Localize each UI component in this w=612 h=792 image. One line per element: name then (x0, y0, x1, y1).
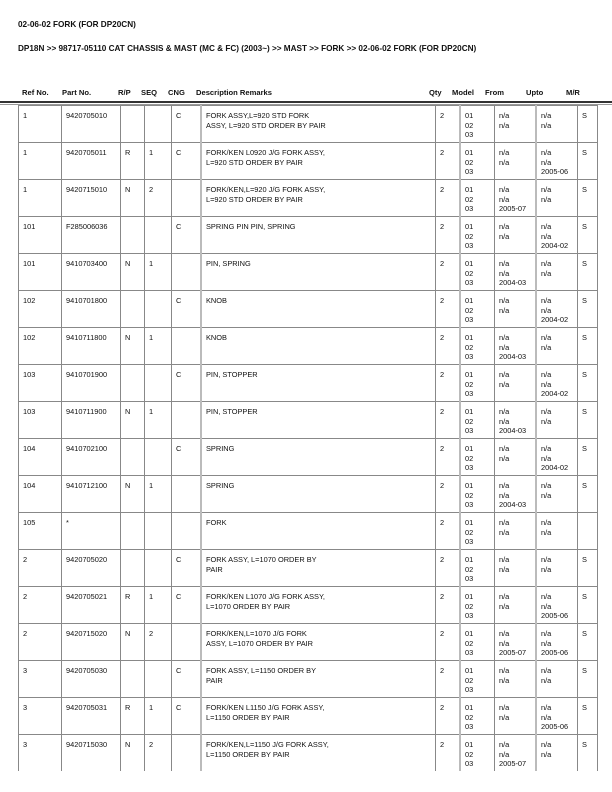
mr-cell: S (578, 291, 598, 328)
from-cell: n/a n/a (495, 550, 537, 587)
ref-no-cell: 102 (19, 291, 62, 328)
model-cell: 01 02 03 (460, 513, 495, 550)
table-row (19, 106, 598, 143)
ref-no-cell: 2 (19, 587, 62, 624)
qty-cell: 2 (436, 254, 461, 291)
upto-cell: n/a n/a (536, 328, 578, 365)
upto-cell: n/a n/a (536, 402, 578, 439)
ref-no-cell: 102 (19, 328, 62, 365)
col-header-qty: Qty (429, 88, 442, 97)
rp-cell: N (121, 254, 145, 291)
col-header-description: Description Remarks (196, 88, 272, 97)
cng-cell: C (172, 217, 202, 254)
ref-no-cell: 1 (19, 180, 62, 217)
rp-cell (121, 106, 145, 143)
rp-cell (121, 217, 145, 254)
ref-no-cell: 2 (19, 550, 62, 587)
part-no-cell: 9420715020 (62, 624, 121, 661)
cng-cell (172, 254, 202, 291)
seq-cell: 1 (145, 328, 172, 365)
breadcrumb: DP18N >> 98717-05110 CAT CHASSIS & MAST (MC & FC) (2003~) >> MAST >> FORK >> 02-06-02 FORK (FOR DP20CN) (18, 44, 477, 53)
rp-cell (121, 365, 145, 402)
table-row (19, 143, 598, 180)
col-header-from: From (485, 88, 504, 97)
part-no-cell: F285006036 (62, 217, 121, 254)
rp-cell (121, 550, 145, 587)
qty-cell: 2 (436, 402, 461, 439)
from-cell: n/a n/a (495, 291, 537, 328)
rp-cell: N (121, 476, 145, 513)
qty-cell: 2 (436, 439, 461, 476)
model-cell: 01 02 03 (460, 439, 495, 476)
upto-cell: n/a n/a 2005-06 (536, 143, 578, 180)
seq-cell (145, 217, 172, 254)
rp-cell: R (121, 587, 145, 624)
part-no-cell: 9410703400 (62, 254, 121, 291)
from-cell: n/a n/a (495, 587, 537, 624)
cng-cell (172, 513, 202, 550)
model-cell: 01 02 03 (460, 698, 495, 735)
model-cell: 01 02 03 (460, 291, 495, 328)
description-cell: FORK/KEN,L=920 J/G FORK ASSY, L=920 STD ORDER BY PAIR (201, 180, 436, 217)
seq-cell: 1 (145, 587, 172, 624)
model-cell: 01 02 03 (460, 180, 495, 217)
qty-cell: 2 (436, 180, 461, 217)
seq-cell (145, 365, 172, 402)
rp-cell: N (121, 624, 145, 661)
description-cell: FORK (201, 513, 436, 550)
rp-cell: N (121, 328, 145, 365)
upto-cell: n/a n/a 2005-06 (536, 698, 578, 735)
from-cell: n/a n/a 2004-03 (495, 476, 537, 513)
cng-cell: C (172, 587, 202, 624)
qty-cell: 2 (436, 291, 461, 328)
rp-cell: R (121, 698, 145, 735)
col-header-model: Model (452, 88, 474, 97)
qty-cell: 2 (436, 513, 461, 550)
seq-cell (145, 106, 172, 143)
model-cell: 01 02 03 (460, 328, 495, 365)
ref-no-cell: 103 (19, 365, 62, 402)
description-cell: FORK ASSY,L=920 STD FORK ASSY, L=920 STD ORDER BY PAIR (201, 106, 436, 143)
description-cell: PIN, STOPPER (201, 365, 436, 402)
mr-cell: S (578, 106, 598, 143)
col-header-seq: SEQ (141, 88, 158, 97)
mr-cell: S (578, 328, 598, 365)
qty-cell: 2 (436, 698, 461, 735)
ref-no-cell: 101 (19, 217, 62, 254)
from-cell: n/a n/a 2004-03 (495, 402, 537, 439)
qty-cell: 2 (436, 143, 461, 180)
ref-no-cell: 1 (19, 143, 62, 180)
description-cell: KNOB (201, 328, 436, 365)
part-no-cell: 9410712100 (62, 476, 121, 513)
seq-cell: 1 (145, 476, 172, 513)
mr-cell: S (578, 624, 598, 661)
mr-cell: S (578, 180, 598, 217)
table-row (19, 328, 598, 365)
mr-cell: S (578, 550, 598, 587)
part-no-cell: 9410711800 (62, 328, 121, 365)
part-no-cell: * (62, 513, 121, 550)
qty-cell: 2 (436, 106, 461, 143)
model-cell: 01 02 03 (460, 217, 495, 254)
cng-cell: C (172, 550, 202, 587)
from-cell: n/a n/a (495, 217, 537, 254)
description-cell: SPRING PIN PIN, SPRING (201, 217, 436, 254)
ref-no-cell: 104 (19, 476, 62, 513)
part-no-cell: 9420705021 (62, 587, 121, 624)
part-no-cell: 9420705020 (62, 550, 121, 587)
part-no-cell: 9420715010 (62, 180, 121, 217)
ref-no-cell: 1 (19, 106, 62, 143)
description-cell: FORK/KEN L1070 J/G FORK ASSY, L=1070 ORDER BY PAIR (201, 587, 436, 624)
model-cell: 01 02 03 (460, 476, 495, 513)
mr-cell: S (578, 254, 598, 291)
upto-cell: n/a n/a 2004-02 (536, 217, 578, 254)
upto-cell: n/a n/a (536, 180, 578, 217)
description-cell: FORK ASSY, L=1070 ORDER BY PAIR (201, 550, 436, 587)
upto-cell: n/a n/a (536, 106, 578, 143)
mr-cell: S (578, 143, 598, 180)
col-header-upto: Upto (526, 88, 544, 97)
upto-cell: n/a n/a (536, 661, 578, 698)
qty-cell: 2 (436, 624, 461, 661)
description-cell: SPRING (201, 476, 436, 513)
model-cell: 01 02 03 (460, 550, 495, 587)
ref-no-cell: 3 (19, 661, 62, 698)
model-cell: 01 02 03 (460, 402, 495, 439)
description-cell: FORK/KEN,L=1150 J/G FORK ASSY, L=1150 ORDER BY PAIR (201, 735, 436, 772)
seq-cell (145, 439, 172, 476)
seq-cell: 1 (145, 698, 172, 735)
cng-cell: C (172, 106, 202, 143)
cng-cell: C (172, 143, 202, 180)
upto-cell: n/a n/a (536, 254, 578, 291)
qty-cell: 2 (436, 550, 461, 587)
mr-cell (578, 513, 598, 550)
cng-cell: C (172, 439, 202, 476)
table-row (19, 624, 598, 661)
upto-cell: n/a n/a (536, 735, 578, 772)
from-cell: n/a n/a 2005-07 (495, 735, 537, 772)
from-cell: n/a n/a 2004-03 (495, 254, 537, 291)
table-row (19, 291, 598, 328)
col-header-ref-no: Ref No. (22, 88, 49, 97)
part-no-cell: 9420705010 (62, 106, 121, 143)
part-no-cell: 9420715030 (62, 735, 121, 772)
model-cell: 01 02 03 (460, 624, 495, 661)
rp-cell (121, 439, 145, 476)
seq-cell (145, 291, 172, 328)
table-row (19, 513, 598, 550)
seq-cell: 1 (145, 402, 172, 439)
description-cell: FORK ASSY, L=1150 ORDER BY PAIR (201, 661, 436, 698)
model-cell: 01 02 03 (460, 143, 495, 180)
from-cell: n/a n/a 2005-07 (495, 624, 537, 661)
cng-cell (172, 180, 202, 217)
qty-cell: 2 (436, 217, 461, 254)
mr-cell: S (578, 439, 598, 476)
model-cell: 01 02 03 (460, 106, 495, 143)
seq-cell: 1 (145, 254, 172, 291)
description-cell: PIN, SPRING (201, 254, 436, 291)
ref-no-cell: 104 (19, 439, 62, 476)
table-row (19, 402, 598, 439)
upto-cell: n/a n/a (536, 550, 578, 587)
table-row (19, 587, 598, 624)
part-no-cell: 9410701800 (62, 291, 121, 328)
model-cell: 01 02 03 (460, 661, 495, 698)
col-header-mr: M/R (566, 88, 580, 97)
seq-cell (145, 513, 172, 550)
header-divider (0, 101, 612, 103)
rp-cell: R (121, 143, 145, 180)
cng-cell: C (172, 698, 202, 735)
mr-cell: S (578, 587, 598, 624)
qty-cell: 2 (436, 735, 461, 772)
seq-cell (145, 550, 172, 587)
description-cell: FORK/KEN,L=1070 J/G FORK ASSY, L=1070 ORDER BY PAIR (201, 624, 436, 661)
from-cell: n/a n/a 2004-03 (495, 328, 537, 365)
mr-cell: S (578, 402, 598, 439)
mr-cell: S (578, 735, 598, 772)
mr-cell: S (578, 217, 598, 254)
table-row (19, 180, 598, 217)
qty-cell: 2 (436, 661, 461, 698)
from-cell: n/a n/a 2005-07 (495, 180, 537, 217)
from-cell: n/a n/a (495, 698, 537, 735)
ref-no-cell: 101 (19, 254, 62, 291)
part-no-cell: 9410702100 (62, 439, 121, 476)
upto-cell: n/a n/a 2004-02 (536, 439, 578, 476)
cng-cell (172, 735, 202, 772)
part-no-cell: 9410711900 (62, 402, 121, 439)
rp-cell: N (121, 180, 145, 217)
from-cell: n/a n/a (495, 439, 537, 476)
model-cell: 01 02 03 (460, 254, 495, 291)
seq-cell (145, 661, 172, 698)
cng-cell (172, 328, 202, 365)
part-no-cell: 9420705031 (62, 698, 121, 735)
qty-cell: 2 (436, 587, 461, 624)
cng-cell (172, 624, 202, 661)
col-header-rp: R/P (118, 88, 131, 97)
from-cell: n/a n/a (495, 513, 537, 550)
upto-cell: n/a n/a 2004-02 (536, 291, 578, 328)
table-row (19, 661, 598, 698)
parts-table (18, 105, 598, 771)
rp-cell (121, 661, 145, 698)
table-row (19, 439, 598, 476)
seq-cell: 2 (145, 180, 172, 217)
table-row (19, 476, 598, 513)
model-cell: 01 02 03 (460, 365, 495, 402)
description-cell: PIN, STOPPER (201, 402, 436, 439)
from-cell: n/a n/a (495, 106, 537, 143)
table-row (19, 365, 598, 402)
qty-cell: 2 (436, 328, 461, 365)
from-cell: n/a n/a (495, 661, 537, 698)
model-cell: 01 02 03 (460, 735, 495, 772)
cng-cell (172, 476, 202, 513)
page-title: 02-06-02 FORK (FOR DP20CN) (18, 20, 136, 29)
upto-cell: n/a n/a 2004-02 (536, 365, 578, 402)
rp-cell: N (121, 735, 145, 772)
ref-no-cell: 3 (19, 698, 62, 735)
model-cell: 01 02 03 (460, 587, 495, 624)
description-cell: FORK/KEN L0920 J/G FORK ASSY, L=920 STD ORDER BY PAIR (201, 143, 436, 180)
table-header (0, 88, 612, 100)
rp-cell (121, 513, 145, 550)
ref-no-cell: 2 (19, 624, 62, 661)
upto-cell: n/a n/a (536, 513, 578, 550)
description-cell: SPRING (201, 439, 436, 476)
from-cell: n/a n/a (495, 143, 537, 180)
from-cell: n/a n/a (495, 365, 537, 402)
mr-cell: S (578, 365, 598, 402)
seq-cell: 2 (145, 735, 172, 772)
seq-cell: 1 (145, 143, 172, 180)
cng-cell (172, 402, 202, 439)
upto-cell: n/a n/a 2005-06 (536, 587, 578, 624)
qty-cell: 2 (436, 365, 461, 402)
cng-cell: C (172, 365, 202, 402)
table-row (19, 735, 598, 772)
description-cell: KNOB (201, 291, 436, 328)
part-no-cell: 9420705011 (62, 143, 121, 180)
mr-cell: S (578, 661, 598, 698)
qty-cell: 2 (436, 476, 461, 513)
table-row (19, 217, 598, 254)
cng-cell: C (172, 661, 202, 698)
table-row (19, 698, 598, 735)
rp-cell (121, 291, 145, 328)
upto-cell: n/a n/a (536, 476, 578, 513)
upto-cell: n/a n/a 2005-06 (536, 624, 578, 661)
mr-cell: S (578, 476, 598, 513)
table-row (19, 254, 598, 291)
seq-cell: 2 (145, 624, 172, 661)
mr-cell: S (578, 698, 598, 735)
ref-no-cell: 3 (19, 735, 62, 772)
rp-cell: N (121, 402, 145, 439)
description-cell: FORK/KEN L1150 J/G FORK ASSY, L=1150 ORDER BY PAIR (201, 698, 436, 735)
part-no-cell: 9410701900 (62, 365, 121, 402)
ref-no-cell: 105 (19, 513, 62, 550)
part-no-cell: 9420705030 (62, 661, 121, 698)
ref-no-cell: 103 (19, 402, 62, 439)
col-header-part-no: Part No. (62, 88, 92, 97)
cng-cell: C (172, 291, 202, 328)
col-header-cng: CNG (168, 88, 185, 97)
table-row (19, 550, 598, 587)
